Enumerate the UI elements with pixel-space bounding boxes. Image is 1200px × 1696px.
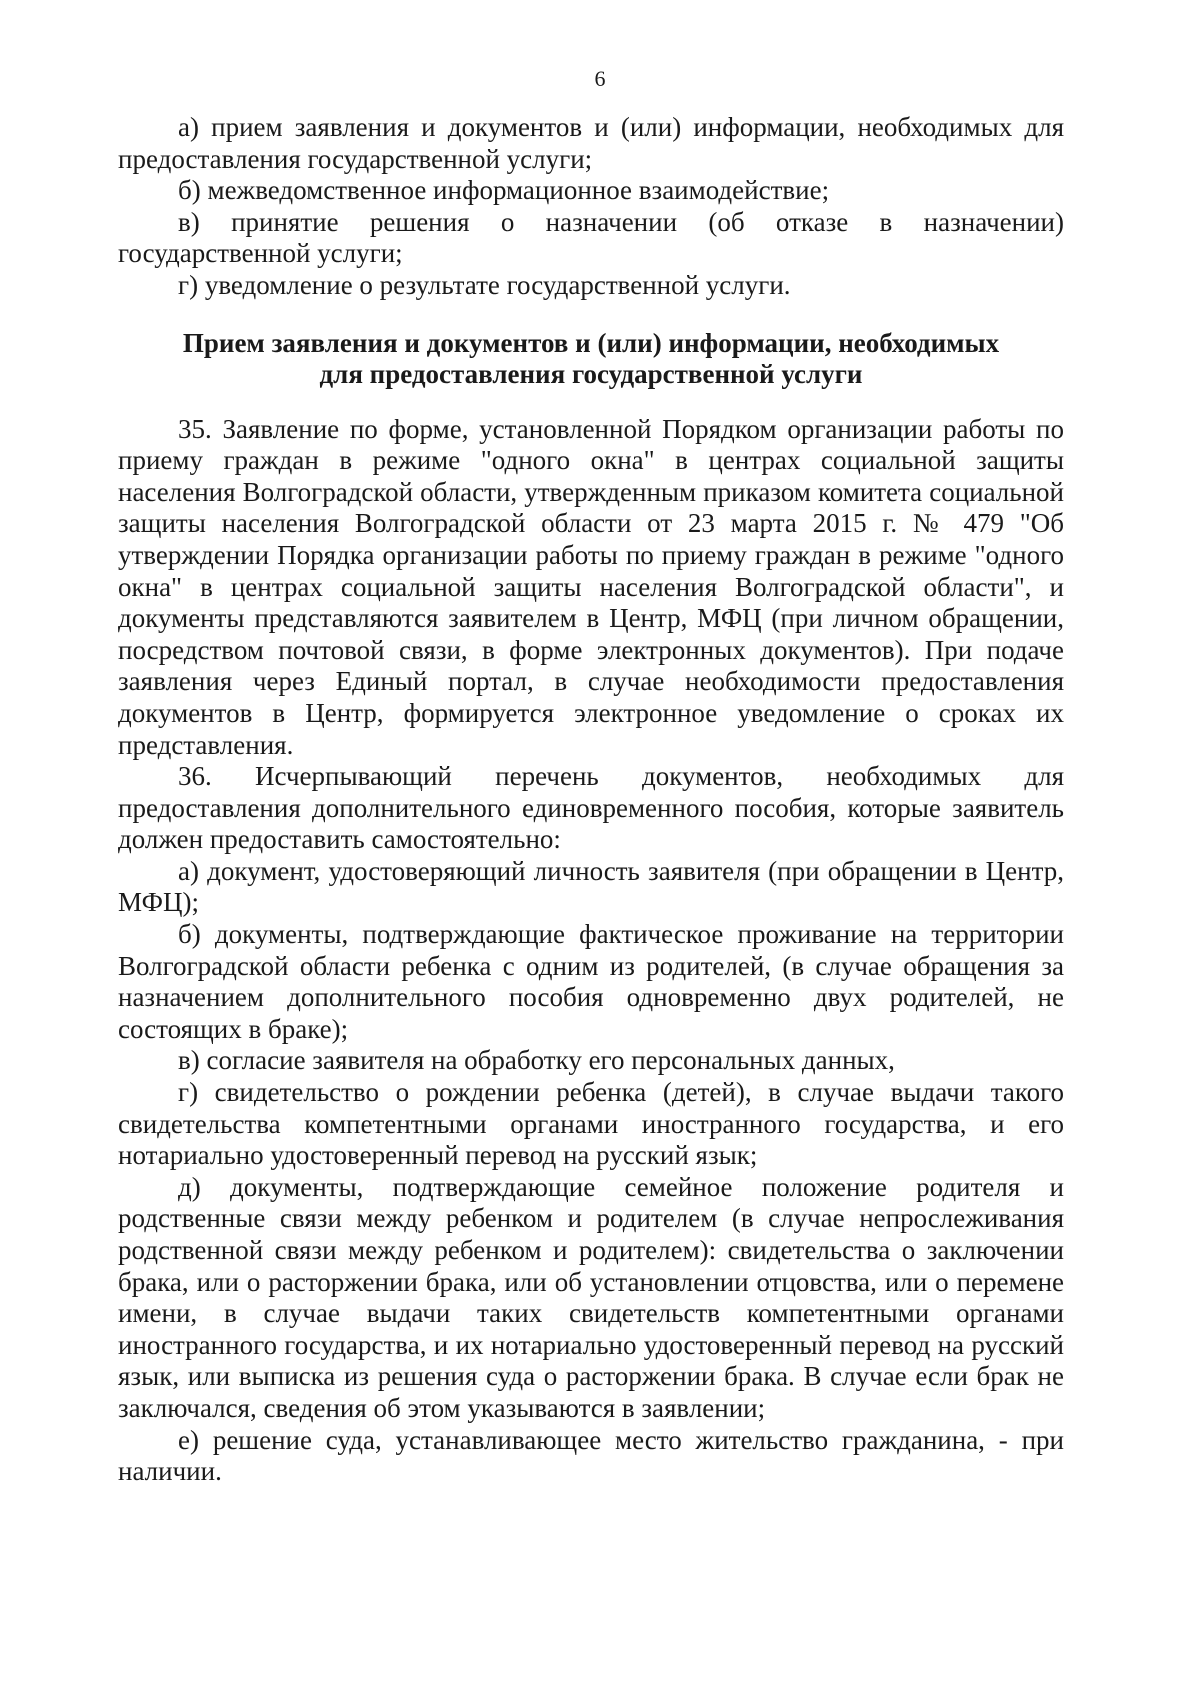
intro-item-g: г) уведомление о результате государственной услуги. xyxy=(178,269,791,300)
section-heading-line-1: Прием заявления и документов и (или) информации, необходимых xyxy=(182,327,1000,358)
document-item-v: в) согласие заявителя на обработку его персональных данных, xyxy=(178,1045,895,1076)
paragraph-36: 36. Исчерпывающий перечень документов, необходимых для предоставления дополнительного единовременного пособия, которые заявитель должен предоставить самостоятельно: xyxy=(118,761,1064,855)
document-item-e: е) решение суда, устанавливающее место жительство гражданина, - при наличии. xyxy=(118,1424,1064,1487)
paragraph-35: 35. Заявление по форме, установленной Порядком организации работы по приему граждан в режиме "одного окна" в центрах социальной защиты населения Волгоградской области, утвержденным приказом комитета социальной защиты населения Волгоградской области от 23 марта 2015 г. № 479 "Об утверждении Порядка организации работы по приему граждан в режиме "одного окна" в центрах социальной защиты населения Волгоградской области", и документы представляются заявителем в Центр, МФЦ (при личном обращении, посредством почтовой связи, в форме электронных документов). При подаче заявления через Единый портал, в случае необходимости предоставления документов в Центр, формируется электронное уведомление о сроках их представления. xyxy=(118,413,1064,760)
document-body xyxy=(118,112,1064,1488)
document-item-b: б) документы, подтверждающие фактическое проживание на территории Волгоградской области ребенка с одним из родителей, (в случае обращения за назначением дополнительного пособия одновременно двух родителей, не состоящих в браке); xyxy=(118,919,1064,1044)
intro-item-v: в) принятие решения о назначении (об отказе в назначении) государственной услуги; xyxy=(118,206,1064,269)
page-number: 6 xyxy=(594,66,606,91)
document-item-a: а) документ, удостоверяющий личность заявителя (при обращении в Центр, МФЦ); xyxy=(118,855,1064,918)
section-heading-line-2: для предоставления государственной услуги xyxy=(319,358,863,389)
intro-item-b: б) межведомственное информационное взаимодействие; xyxy=(178,175,830,206)
document-item-g: г) свидетельство о рождении ребенка (детей), в случае выдачи такого свидетельства компетентными органами иностранного государства, и его нотариально удостоверенный перевод на русский язык; xyxy=(118,1077,1064,1171)
section-heading xyxy=(118,328,1064,390)
document-item-d: д) документы, подтверждающие семейное положение родителя и родственные связи между ребенком и родителем (в случае непрослеживания родственной связи между ребенком и родителем): свидетельства о заключении брака, или о расторжении брака, или об установлении отцовства, или о перемене имени, в случае выдачи таких свидетельств компетентными органами иностранного государства, и их нотариально удостоверенный перевод на русский язык, или выписка из решения суда о расторжении брака. В случае если брак не заключался, сведения об этом указываются в заявлении; xyxy=(118,1171,1064,1423)
intro-item-a: а) прием заявления и документов и (или) информации, необходимых для предоставления государственной услуги; xyxy=(118,112,1064,174)
